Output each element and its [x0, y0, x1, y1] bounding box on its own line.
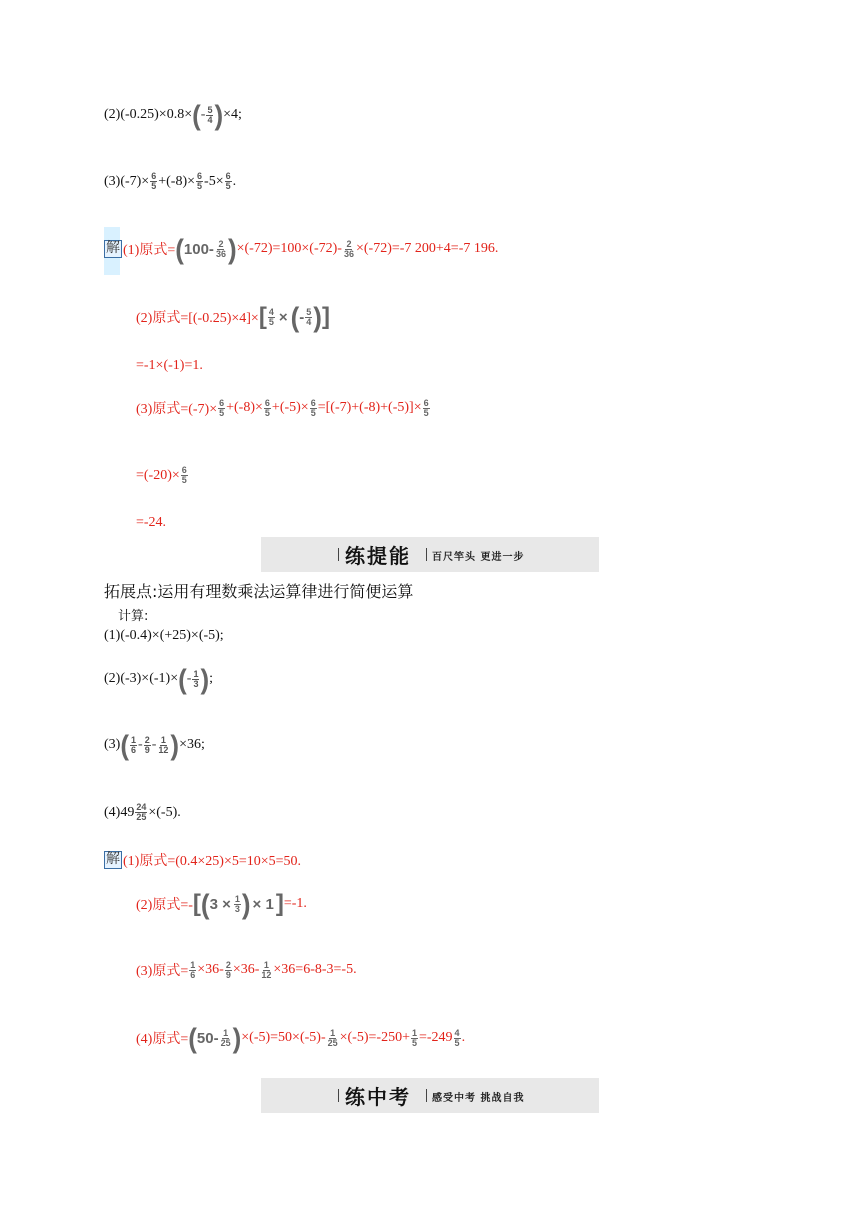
section-banner-practice	[261, 537, 599, 572]
fraction: $\frac{6}{5}$	[264, 397, 270, 418]
problem-4: (4)49 $\frac{24}{25}$ ×(-5).	[104, 802, 181, 822]
solution-1: 解 (1)原式=(0.4×25)×5=10×5=50.	[106, 852, 302, 869]
banner-subtitle: 百尺竿头 更进一步	[432, 552, 525, 563]
solution-3: (3)原式=(-7)× $\frac{6}{5}$ +(-8)× $\frac{6}{5}$ +(-5)× $\frac{6}{5}$ =[(-7)+(-8)+(-5)]× $\frac{6}{5}$	[136, 397, 429, 418]
fraction: $\frac{1}{6}$	[131, 734, 137, 755]
solution-3-result: =-24.	[136, 515, 167, 530]
fraction: $\frac{5}{4}$	[207, 104, 213, 125]
problem-2: (2)(-3)×(-1)× ( - $\frac{1}{3}$ ) ;	[104, 663, 214, 695]
fraction: $\frac{4}{5}$	[454, 1027, 460, 1048]
fraction: $\frac{1}{6}$	[190, 959, 196, 980]
solution-1: 解 (1)原式= ( 100- $\frac{2}{36}$ ) ×(-72)=100×(-72)- $\frac{2}{36}$ ×(-72)=-7 200+4=-7 196.	[106, 233, 499, 265]
right-paren: )	[214, 99, 224, 131]
fraction: $\frac{1}{12}$	[261, 959, 272, 980]
divider	[426, 548, 427, 561]
solution-2: (2)原式=[(-0.25)×4]× [ $\frac{4}{5}$ × ( - $\frac{5}{4}$ ) ]	[136, 301, 330, 333]
solution-2-result: =-1×(-1)=1.	[136, 358, 203, 373]
fraction: $\frac{4}{5}$	[268, 306, 274, 327]
section-heading: 拓展点:运用有理数乘法运算律进行简便运算	[104, 582, 414, 601]
fraction: $\frac{1}{25}$	[220, 1027, 231, 1048]
fraction: $\frac{2}{36}$	[343, 238, 354, 259]
problem-3: (3)(-7)× $\frac{6}{5}$ +(-8)× $\frac{6}{5}$ -5× $\frac{6}{5}$ .	[104, 171, 237, 191]
left-paren: (	[192, 99, 201, 131]
problem-1: (1)(-0.4)×(+25)×(-5);	[104, 628, 224, 643]
fraction: $\frac{1}{12}$	[158, 734, 169, 755]
fraction: $\frac{6}{5}$	[181, 465, 187, 485]
fraction: $\frac{5}{4}$	[306, 306, 312, 327]
fraction: $\frac{6}{5}$	[219, 397, 225, 418]
solution-4: (4)原式= ( 50- $\frac{1}{25}$ ) ×(-5)=50×(-5)- $\frac{1}{25}$ ×(-5)=-250+ $\frac{1}{5}$ =-249 $\frac{4}{5}$ .	[136, 1022, 466, 1054]
fraction: $\frac{2}{9}$	[225, 959, 231, 980]
banner-title: 练中考	[345, 1085, 411, 1109]
divider	[426, 1089, 427, 1102]
divider	[338, 548, 339, 561]
fraction: $\frac{6}{5}$	[310, 397, 316, 418]
solution-label: 解	[106, 241, 120, 256]
divider	[338, 1089, 339, 1102]
banner-title: 练提能	[345, 544, 411, 568]
solution-2: (2)原式=- [ ( 3 × $\frac{1}{3}$ ) × 1 ] =-1.	[136, 888, 307, 920]
fraction: $\frac{1}{3}$	[234, 893, 240, 914]
fraction: $\frac{2}{9}$	[144, 734, 150, 755]
fraction: $\frac{2}{36}$	[215, 238, 226, 259]
section-banner-exam	[261, 1078, 599, 1113]
problem-2: (2)(-0.25)×0.8× ( - $\frac{5}{4}$ ) ×4;	[104, 99, 242, 131]
fraction: $\frac{6}{5}$	[151, 171, 157, 191]
fraction: $\frac{6}{5}$	[423, 397, 429, 418]
fraction: $\frac{24}{25}$	[136, 802, 147, 822]
solution-3-step: =(-20)× $\frac{6}{5}$	[136, 465, 187, 485]
banner-subtitle: 感受中考 挑战自我	[432, 1093, 525, 1104]
fraction: $\frac{6}{5}$	[197, 171, 203, 191]
fraction: $\frac{1}{25}$	[327, 1027, 338, 1048]
fraction: $\frac{1}{3}$	[193, 668, 199, 689]
fraction: $\frac{1}{5}$	[411, 1027, 417, 1048]
solution-3: (3)原式= $\frac{1}{6}$ ×36- $\frac{2}{9}$ ×36- $\frac{1}{12}$ ×36=6-8-3=-5.	[136, 959, 357, 980]
solution-label: 解	[106, 852, 120, 867]
fraction: $\frac{6}{5}$	[225, 171, 231, 191]
calc-label: 计算:	[118, 609, 149, 624]
problem-3: (3) ( $\frac{1}{6}$ - $\frac{2}{9}$ - $\frac{1}{12}$ ) ×36;	[104, 729, 205, 761]
